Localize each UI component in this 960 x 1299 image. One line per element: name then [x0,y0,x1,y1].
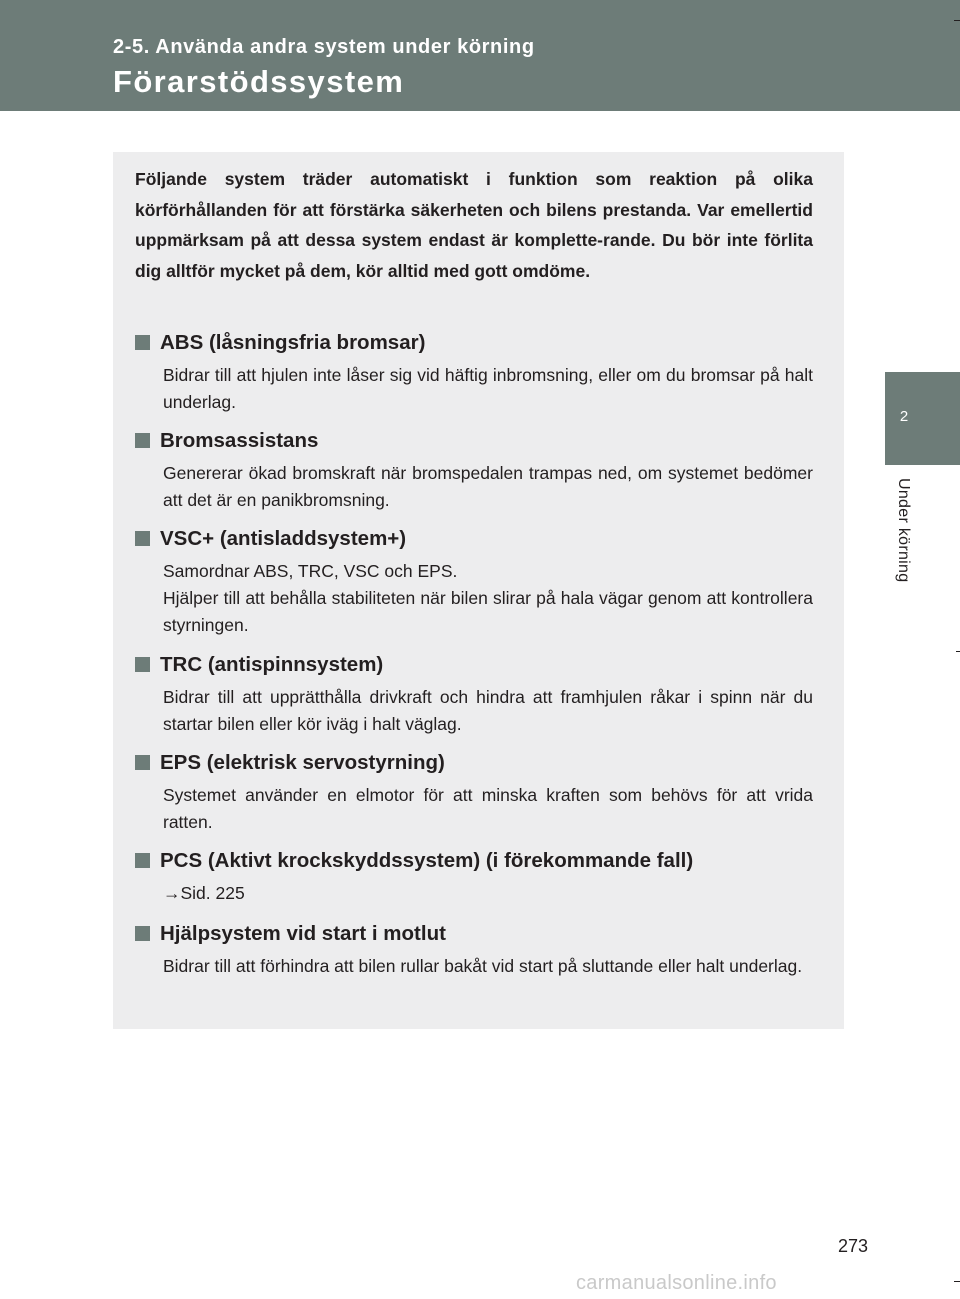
page-title: Förarstödssystem [113,64,405,99]
feature-item-vsc [135,524,813,639]
feature-item-pcs [135,846,813,907]
feature-heading: PCS (Aktivt krockskyddssystem) (i förekommande fall) [135,846,813,876]
feature-heading: VSC+ (antisladdsystem+) [135,524,813,554]
feature-heading: ABS (låsningsfria bromsar) [135,328,813,358]
feature-item-trc [135,650,813,738]
feature-heading: EPS (elektrisk servostyrning) [135,748,813,778]
feature-description: Bidrar till att förhindra att bilen rullar bakåt vid start på sluttande eller halt underlag. [163,956,803,976]
chapter-tab [885,372,960,465]
feature-description: Systemet använder en elmotor för att minska kraften som behövs för att vrida ratten. [163,785,813,832]
feature-description: Samordnar ABS, TRC, VSC och EPS. Hjälper till att behålla stabiliteten när bilen slirar på hala vägar genom att kontrollera styrningen. [163,561,813,635]
feature-item-hill-start [135,919,813,980]
square-bullet-icon [135,531,150,546]
feature-item-eps [135,748,813,836]
square-bullet-icon [135,853,150,868]
square-bullet-icon [135,433,150,448]
feature-heading: Bromsassistans [135,426,813,456]
chapter-number: 2 [899,408,909,425]
watermark: carmanualsonline.info [576,1272,777,1294]
feature-item-brake-assist [135,426,813,514]
square-bullet-icon [135,755,150,770]
feature-description: Genererar ökad bromskraft när bromspedalen trampas ned, om systemet bedömer att det är en panikbromsning. [163,463,813,510]
crop-mark-middle [956,651,960,652]
feature-description: Bidrar till att upprätthålla drivkraft och hindra att framhjulen råkar i spinn när du startar bilen eller kör iväg i halt väglag. [163,687,813,734]
intro-paragraph: Följande system träder automatiskt i funktion som reaktion på olika körförhållanden för att förstärka säkerheten och bilens prestanda. Var emellertid uppmärksam på att dessa system endast är komplette-rande. Du bör inte förlita dig alltför mycket på dem, kör alltid med gott omdöme. [135,169,813,281]
page-reference: →Sid. 225 [163,883,245,903]
feature-description: Bidrar till att hjulen inte låser sig vid häftig inbromsning, eller om du bromsar på halt underlag. [163,365,813,412]
page-number: 273 [838,1236,869,1256]
crop-mark-bottom [954,1281,960,1282]
section-title: 2-5. Använda andra system under körning [113,36,535,58]
square-bullet-icon [135,926,150,941]
square-bullet-icon [135,657,150,672]
chapter-label: Under körning [895,478,912,583]
feature-heading: TRC (antispinnsystem) [135,650,813,680]
crop-mark-top [954,20,960,21]
square-bullet-icon [135,335,150,350]
feature-item-abs [135,328,813,416]
feature-heading: Hjälpsystem vid start i motlut [135,919,813,949]
chapter-header [0,0,960,111]
